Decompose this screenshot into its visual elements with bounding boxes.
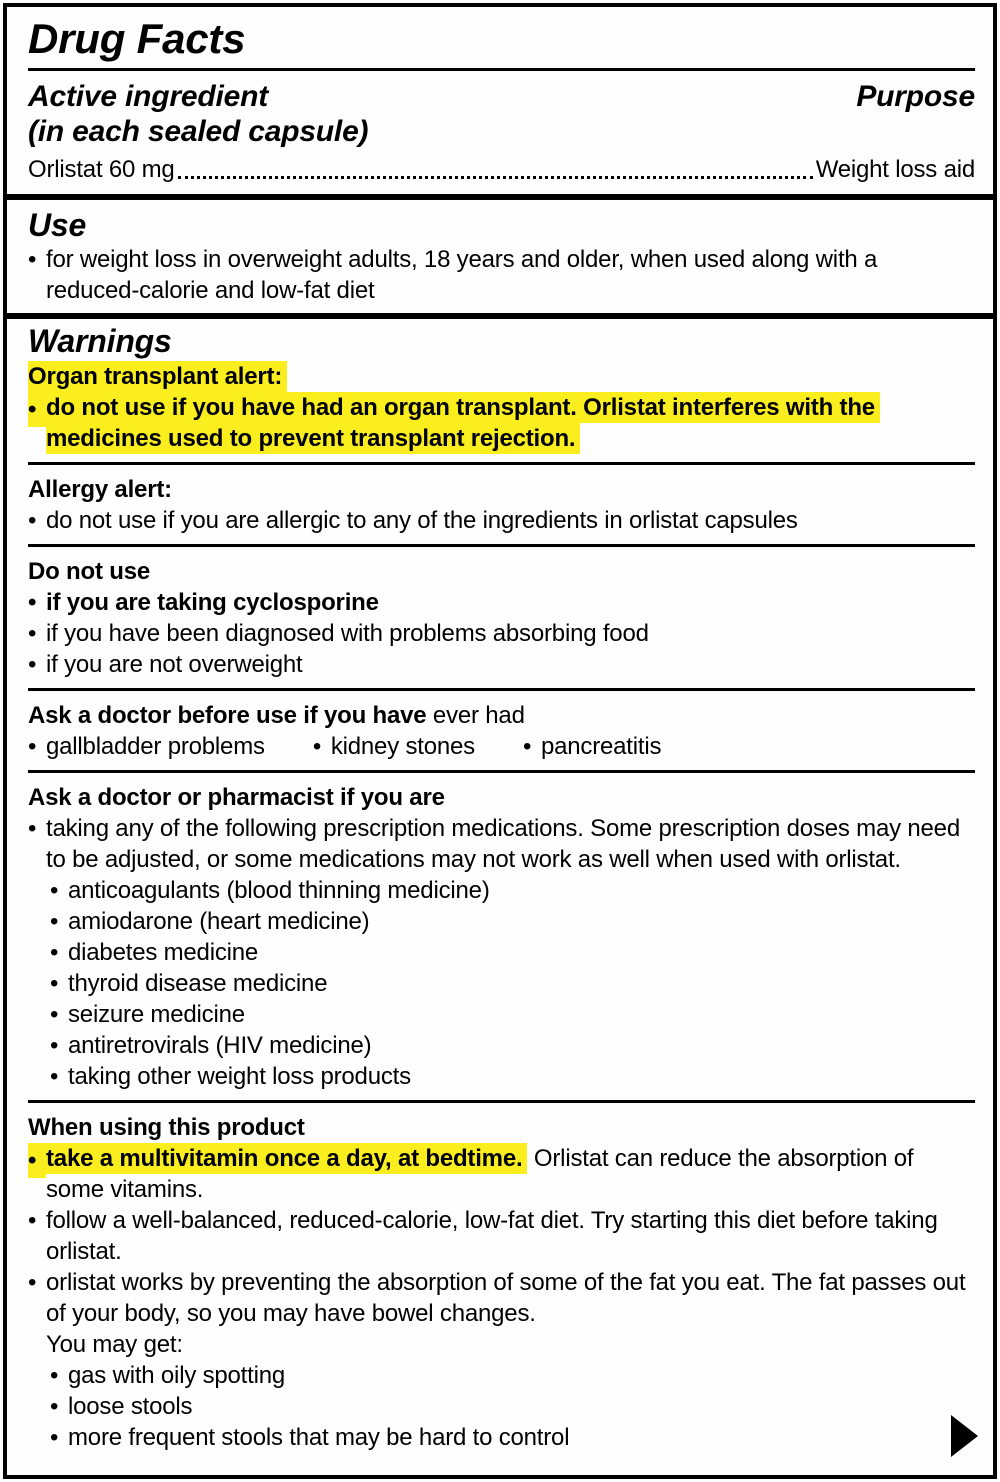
do-not-use-bullet-text: if you have been diagnosed with problems absorbing food bbox=[46, 620, 649, 647]
medication-item-text: thyroid disease medicine bbox=[68, 970, 328, 997]
ingredient-name: Orlistat 60 mg bbox=[28, 156, 175, 183]
active-ingredient-heading: Active ingredient bbox=[28, 80, 268, 113]
organ-alert-bullet-text: do not use if you have had an organ transplant. Orlistat interferes with the medicines used to prevent transplant rejection. bbox=[46, 392, 880, 454]
subsection-divider bbox=[28, 688, 975, 691]
side-effect-text: gas with oily spotting bbox=[68, 1362, 286, 1389]
bullet-icon bbox=[50, 968, 58, 999]
do-not-use-bullet-text: if you are not overweight bbox=[46, 651, 303, 678]
bullet-icon bbox=[313, 731, 321, 762]
bullet-icon bbox=[28, 813, 36, 844]
medication-item bbox=[28, 875, 975, 906]
use-heading: Use bbox=[28, 207, 87, 243]
bullet-icon bbox=[28, 1205, 36, 1236]
how-it-works-text: orlistat works by preventing the absorption of some of the fat you eat. The fat passes out of your body, so you may have bowel changes. bbox=[46, 1269, 966, 1327]
when-using-heading: When using this product bbox=[28, 1114, 305, 1141]
subsection-divider bbox=[28, 1100, 975, 1103]
medication-item-text: amiodarone (heart medicine) bbox=[68, 908, 370, 935]
allergy-alert bbox=[28, 473, 975, 536]
bullet-icon bbox=[28, 587, 36, 618]
bullet-icon bbox=[28, 1143, 46, 1178]
bullet-icon bbox=[50, 1030, 58, 1061]
bullet-icon bbox=[523, 731, 531, 762]
medication-item bbox=[28, 1030, 975, 1061]
bullet-icon bbox=[28, 649, 36, 680]
ask-pharmacist-heading: Ask a doctor or pharmacist if you are bbox=[28, 784, 445, 811]
ask-doctor-before-use bbox=[28, 699, 975, 762]
medication-item-text: diabetes medicine bbox=[68, 939, 259, 966]
multivitamin-highlight-text: take a multivitamin once a day, at bedtime. bbox=[46, 1143, 527, 1174]
medication-item-text: seizure medicine bbox=[68, 1001, 245, 1028]
title-divider bbox=[28, 68, 975, 71]
ask-doctor-bullet-row bbox=[28, 731, 975, 762]
bullet-icon bbox=[50, 1061, 58, 1092]
bullet-icon bbox=[50, 1391, 58, 1422]
organ-alert-heading-text: Organ transplant alert: bbox=[28, 361, 287, 392]
bullet-icon bbox=[28, 244, 36, 275]
multivitamin-rest-text: Orlistat can reduce the absorption of some vitamins. bbox=[46, 1145, 914, 1203]
do-not-use-heading: Do not use bbox=[28, 558, 150, 585]
when-using-bullet-diet bbox=[28, 1205, 975, 1267]
ask-doctor-or-pharmacist bbox=[28, 781, 975, 1092]
do-not-use bbox=[28, 555, 975, 680]
subsection-divider bbox=[28, 770, 975, 773]
bullet-icon bbox=[50, 937, 58, 968]
purpose-heading: Purpose bbox=[856, 80, 975, 113]
warnings-heading: Warnings bbox=[28, 323, 172, 359]
medication-item bbox=[28, 906, 975, 937]
ingredient-row bbox=[28, 154, 975, 194]
allergy-alert-bullet-text: do not use if you are allergic to any of the ingredients in orlistat capsules bbox=[46, 507, 798, 534]
side-effect-text: more frequent stools that may be hard to control bbox=[68, 1424, 570, 1451]
ask-doctor-bullet-text: kidney stones bbox=[330, 733, 475, 760]
do-not-use-bullet bbox=[28, 649, 975, 680]
bullet-icon bbox=[50, 906, 58, 937]
ask-pharmacist-bullet bbox=[28, 813, 975, 875]
side-effect-item bbox=[46, 1422, 975, 1453]
bullet-icon bbox=[28, 618, 36, 649]
when-using-this-product bbox=[28, 1111, 975, 1453]
medication-item bbox=[28, 1061, 975, 1092]
ask-pharmacist-bullet-text: taking any of the following prescription medications. Some prescription doses may need to be adjusted, or some medications may not work as well when used with orlistat. bbox=[46, 815, 960, 873]
ingredient-purpose: Weight loss aid bbox=[815, 156, 975, 183]
subsection-divider bbox=[28, 544, 975, 547]
drug-facts-label bbox=[3, 3, 997, 1479]
diet-bullet-text: follow a well-balanced, reduced-calorie, low-fat diet. Try starting this diet before taking orlistat. bbox=[46, 1207, 938, 1265]
side-effect-item bbox=[46, 1391, 975, 1422]
medication-item-text: anticoagulants (blood thinning medicine) bbox=[68, 877, 490, 904]
title-section bbox=[7, 7, 993, 194]
organ-transplant-alert bbox=[28, 360, 975, 454]
bullet-icon bbox=[50, 999, 58, 1030]
ask-doctor-bullet bbox=[28, 731, 265, 762]
ask-doctor-bullet bbox=[523, 731, 661, 762]
do-not-use-bullet bbox=[28, 618, 975, 649]
allergy-alert-heading: Allergy alert: bbox=[28, 476, 172, 503]
bullet-icon bbox=[50, 1422, 58, 1453]
active-ingredient-subheading: (in each sealed capsule) bbox=[28, 115, 369, 148]
active-ingredient-heading-block bbox=[28, 79, 368, 149]
use-bullet bbox=[28, 244, 975, 306]
side-effect-item bbox=[46, 1360, 975, 1391]
use-bullet-text: for weight loss in overweight adults, 18 years and older, when used along with a reduced-calorie and low-fat diet bbox=[46, 246, 878, 304]
drug-facts-title: Drug Facts bbox=[28, 15, 246, 62]
ask-doctor-bullet-text: gallbladder problems bbox=[46, 733, 265, 760]
use-section bbox=[7, 200, 993, 313]
bullet-icon bbox=[50, 1360, 58, 1391]
medication-item-text: taking other weight loss products bbox=[68, 1063, 411, 1090]
continuation-arrow-icon bbox=[951, 1415, 978, 1457]
organ-alert-heading bbox=[28, 360, 975, 392]
bullet-icon bbox=[50, 875, 58, 906]
medication-item bbox=[28, 999, 975, 1030]
ask-doctor-heading-rest: ever had bbox=[432, 702, 525, 729]
medication-item-text: antiretrovirals (HIV medicine) bbox=[68, 1032, 372, 1059]
do-not-use-bullet-text: if you are taking cyclosporine bbox=[46, 589, 379, 616]
medication-item bbox=[28, 968, 975, 999]
you-may-get-label: You may get: bbox=[46, 1331, 183, 1358]
dotted-leader bbox=[178, 175, 813, 179]
when-using-bullet-how-it-works bbox=[28, 1267, 975, 1453]
do-not-use-bullet bbox=[28, 587, 975, 618]
ask-doctor-bullet bbox=[313, 731, 475, 762]
when-using-bullet-multivitamin bbox=[28, 1143, 975, 1205]
ask-doctor-heading-bold: Ask a doctor before use if you have bbox=[28, 702, 427, 729]
ask-doctor-heading bbox=[28, 699, 975, 731]
medication-item bbox=[28, 937, 975, 968]
organ-alert-bullet bbox=[28, 392, 975, 454]
subsection-divider bbox=[28, 462, 975, 465]
ask-doctor-bullet-text: pancreatitis bbox=[540, 733, 662, 760]
bullet-icon bbox=[28, 731, 36, 762]
warnings-section bbox=[7, 319, 993, 1460]
active-ingredient-header bbox=[28, 79, 975, 149]
bullet-icon bbox=[28, 1267, 36, 1298]
bullet-icon bbox=[28, 505, 36, 536]
bullet-icon bbox=[28, 392, 46, 427]
allergy-alert-bullet bbox=[28, 505, 975, 536]
side-effect-text: loose stools bbox=[68, 1393, 193, 1420]
